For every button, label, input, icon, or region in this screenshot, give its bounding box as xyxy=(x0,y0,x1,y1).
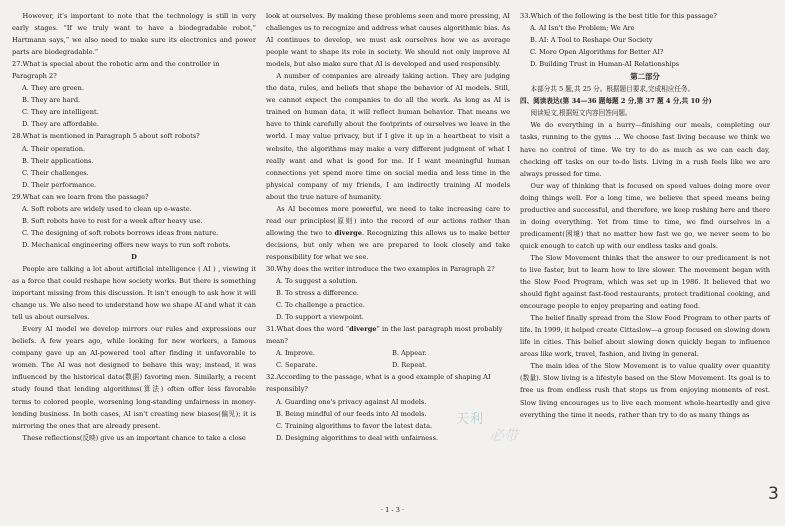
part-two-intro: 本部分共 5 题,共 25 分。根据题目要求,完成相应任务。 xyxy=(530,85,695,94)
q32-option-b[interactable]: B. Being mindful of our feeds into AI models. xyxy=(276,409,427,418)
q31-option-c[interactable]: C. Separate. xyxy=(276,361,318,370)
page-number-mark: 3 xyxy=(768,484,779,504)
section-four-heading: 四、阅读表达(第 34—36 题每题 2 分,第 37 题 4 分,共 10 分) xyxy=(520,97,712,106)
q30-option-d[interactable]: D. To support a viewpoint. xyxy=(276,313,364,322)
q27-option-b[interactable]: B. They are hard. xyxy=(22,96,81,105)
q28-option-c[interactable]: C. Their challenges. xyxy=(22,168,89,177)
watermark-line-1: 天利 xyxy=(456,412,485,427)
passage-d-paragraph-4: A number of companies are already taking action. They are judging the data, rules, and beliefs that shape the behavior of AI models. Still, we cannot expect the companies to do all the work. As long as AI is trained on human data, it will reflect human behavior. That means we have to think carefully about the footprints of ourselves we leave in the world. I may value privacy, but if I give it up in a heartbeat to visit a website, the algorithms may make a very different judgment of what I really want and what is good for me. If I want meaningful human connections yet spend more time on social media and less time in the physical company of my friends, I am indirectly training AI models about the true nature of humanity. xyxy=(266,72,510,201)
q30-option-a[interactable]: A. To suggest a solution. xyxy=(276,277,358,286)
q31-option-a[interactable]: A. Improve. xyxy=(276,349,315,358)
q32-option-a[interactable]: A. Guarding one's privacy against AI models. xyxy=(276,397,427,406)
q33-option-a[interactable]: A. AI Isn't the Problem; We Are xyxy=(530,24,635,33)
q32-option-c[interactable]: C. Training algorithms to favor the latest data. xyxy=(276,421,433,430)
q27-option-c[interactable]: C. They are intelligent. xyxy=(22,108,99,117)
section-d-heading: D xyxy=(131,252,137,261)
passage-d-paragraph-2: Every AI model we develop mirrors our rules and expressions our beliefs. A few years ago, while looking for new workers, a famous company gave up an AI-powered tool after finding it unfavorable to women. The AI was not designed to behave this way; instead, it was influenced by the historical data(数据) favoring men. Similarly, a recent study found that lending algorithms(算法) often offer less favorable terms to colored people, worsening long-standing unfairness in money-lending business. In both cases, AI isn't creating new biases(偏见); it is mirroring the ones that are already present. xyxy=(12,325,256,430)
page-footer: · 1 - 3 · xyxy=(380,506,405,514)
column-1 xyxy=(12,10,256,444)
q31-option-b[interactable]: B. Appear. xyxy=(392,349,427,358)
column-3 xyxy=(520,10,770,421)
keyword-diverge: diverge xyxy=(334,228,362,237)
q32-option-d[interactable]: D. Designing algorithms to deal with unfairness. xyxy=(276,433,439,442)
q33-option-b[interactable]: B. AI: A Tool to Reshape Our Society xyxy=(530,36,653,45)
q30-option-b[interactable]: B. To stress a difference. xyxy=(276,289,359,298)
q29-option-a[interactable]: A. Soft robots are widely used to clean up e-waste. xyxy=(22,204,192,213)
question-31: 31.What does the word “diverge” in the last paragraph most probably mean? xyxy=(266,325,503,346)
q27-option-a[interactable]: A. They are green. xyxy=(22,84,84,93)
q31-options-row-2 xyxy=(276,359,510,371)
passage-d-paragraph-5: As AI becomes more powerful, we need to take increasing care to read our principles(原则) into the record of our actions rather than allowing the two to diverge. Recognizing this allows us to make better decisions, but only when we are prepared to look closely and take responsibility for what we see. xyxy=(266,204,510,261)
q29-option-c[interactable]: C. The designing of soft robots borrows ideas from nature. xyxy=(22,228,219,237)
paragraph-c1-intro: However, it's important to note that the technology is still in very early stages. “If we truly want to have a biodegradable robot,” Hartmann says,“ we also need to make sure its electronics and power parts are biodegradable.” xyxy=(12,12,256,57)
question-28: 28.What is mentioned in Paragraph 5 about soft robots? xyxy=(12,132,200,141)
passage-d-paragraph-1: People are talking a lot about artificial intelligence ( AI ) , viewing it as a force that could reshape how society works. But there is something important missing from this discussion. It isn't enough to ask how it will change us. We also need to understand how we shape AI and what it can tell us about ourselves. xyxy=(12,264,256,322)
passage-d-paragraph-3-cont: look at ourselves. By making these problems seen and more pressing, AI challenges us to recognize and address what causes algorithmic bias. As AI continues to develop, we must ask ourselves how we as average people want to shape its role in society. We should not only improve AI models, but also make sure that AI is developed and used responsibly. xyxy=(266,12,510,69)
q29-option-b[interactable]: B. Soft robots have to rest for a week after heavy use. xyxy=(22,216,203,225)
part-two-heading: 第二部分 xyxy=(630,72,660,82)
passage-e-paragraph-4: The belief finally spread from the Slow Food Program to other parts of life. In 1999, it helped create Cittaslow—a group focused on slowing down life in cities. This belief about slowing down quickly began to influence areas like work, travel, fashion, and living in general. xyxy=(520,314,770,359)
column-2 xyxy=(266,10,510,444)
q28-option-a[interactable]: A. Their operation. xyxy=(22,144,86,153)
watermark-line-2: 必带 xyxy=(490,428,518,444)
section-four-instructions: 阅读短文,根据短文内容回答问题。 xyxy=(530,109,632,118)
question-29: 29.What can we learn from the passage? xyxy=(12,192,149,201)
q31-options-row-1 xyxy=(276,347,510,359)
q27-option-d[interactable]: D. They are affordable. xyxy=(22,120,99,129)
q28-option-b[interactable]: B. Their applications. xyxy=(22,156,94,165)
q33-option-d[interactable]: D. Building Trust in Human-AI Relationships xyxy=(530,60,680,69)
q29-option-d[interactable]: D. Mechanical engineering offers new ways to run soft robots. xyxy=(22,240,231,249)
passage-e-paragraph-3: The Slow Movement thinks that the answer to our predicament is not to live faster, but to learn how to live slower. The movement began with the Slow Food Program, which was set up in 1986. It believed that we should fight against fast-food restaurants, protect traditional cooking, and encourage people to enjoy preparing and eating food. xyxy=(520,253,770,311)
passage-e-paragraph-1: We do everything in a hurry—finishing our meals, completing our tasks, running to the gyms … We choose fast living because we think we have no control of time. We try to do as much as we can each day, checking off tasks on our to-do lists. Living in a rush feels like we are always pressed for time. xyxy=(520,121,770,178)
q33-option-c[interactable]: C. More Open Algorithms for Better AI? xyxy=(530,48,664,57)
q31-option-d[interactable]: D. Repeat. xyxy=(392,361,427,370)
passage-d-paragraph-3-start: These reflections(反映) give us an important chance to take a close xyxy=(22,433,246,442)
question-27: 27.What is special about the robotic arm and the controller in Paragraph 2? xyxy=(12,60,220,81)
question-32: 32.According to the passage, what is a good example of shaping AI responsibly? xyxy=(266,373,491,394)
question-33: 33.Which of the following is the best title for this passage? xyxy=(520,12,717,20)
q28-option-d[interactable]: D. Their performance. xyxy=(22,180,97,189)
passage-e-paragraph-2: Our way of thinking that is focused on speed values doing more over doing things well. For a long time, we believe that speed means being productive and successful, and therefore, we keep rushing here and there in doing everything. Yet from time to time, we find ourselves in a predicament(困境) that no matter how fast we go, we never seem to be quick enough to catch up with our endless tasks and goals. xyxy=(520,181,770,250)
passage-e-paragraph-5: The main idea of the Slow Movement is to value quality over quantity (数量). Slow living is a lifestyle based on the Slow Movement. Its goal is to free us from endless rush that stops us from enjoying moments of rest. Slow living encourages us to live each moment whole-heartedly and give everything the time it needs, rather than try to do as many things as xyxy=(520,362,770,419)
q30-option-c[interactable]: C. To challenge a practice. xyxy=(276,301,365,310)
question-30: 30.Why does the writer introduce the two examples in Paragraph 2? xyxy=(266,264,495,273)
